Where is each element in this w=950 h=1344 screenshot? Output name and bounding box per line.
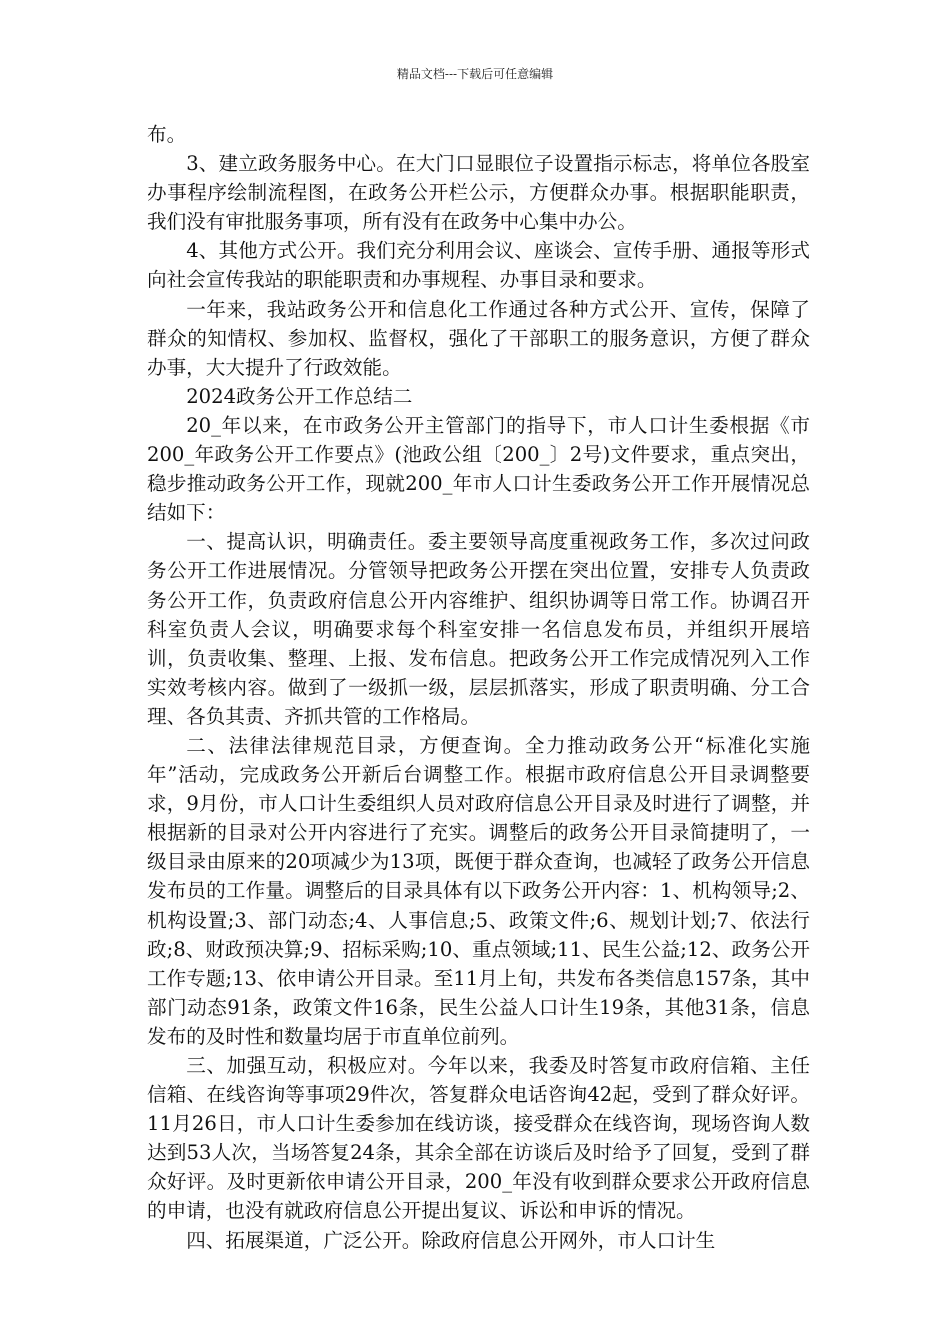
paragraph-continuation: 布。 [147,123,187,146]
paragraph-introduction: 20_年以来，在市政务公开主管部门的指导下，市人口计生委根据《市200_年政务公开工作要点》(池政公组〔200_〕2号)文件要求，重点突出，稳步推动政务公开工作，现就200_年市人口计生委政务公开工作开展情况总结如下： [147,413,810,525]
paragraph-point-one: 一、提高认识，明确责任。委主要领导高度重视政务工作，多次过问政务公开工作进展情况。分管领导把政务公开摆在突出位置，安排专人负责政务公开工作，负责政府信息公开内容维护、组织协调等日常工作。协调召开科室负责人会议，明确要求每个科室安排一名信息发布员，并组织开展培训，负责收集、整理、上报、发布信息。把政务公开工作完成情况列入工作实效考核内容。做到了一级抓一级，层层抓落实，形成了职责明确、分工合理、各负其责、齐抓共管的工作格局。 [147,530,810,728]
paragraph-year-summary: 一年来，我站政务公开和信息化工作通过各种方式公开、宣传，保障了群众的知情权、参加权、监督权，强化了干部职工的服务意识，方便了群众办事，大大提升了行政效能。 [147,297,810,379]
paragraph-other-methods: 4、其他方式公开。我们充分利用会议、座谈会、宣传手册、通报等形式向社会宣传我站的职能职责和办事规程、办事目录和要求。 [147,239,810,292]
section-title: 2024政务公开工作总结二 [186,384,413,408]
paragraph-point-three: 三、加强互动，积极应对。今年以来，我委及时答复市政府信箱、主任信箱、在线咨询等事项29件次，答复群众电话咨询42起，受到了群众好评。11月26日，市人口计生委参加在线访谈，接受群众在线咨询，现场咨询人数达到53人次，当场答复24条，其余全部在访谈后及时给予了回复，受到了群众好评。及时更新依申请公开目录，200_年没有收到群众要求公开政府信息的申请，也没有就政府信息公开提出复议、诉讼和申诉的情况。 [147,1054,810,1223]
paragraph-point-two: 二、法律法律规范目录，方便查询。全力推动政务公开“标准化实施年”活动，完成政务公开新后台调整工作。根据市政府信息公开目录调整要求，9月份，市人口计生委组织人员对政府信息公开目录及时进行了调整，并根据新的目录对公开内容进行了充实。调整后的政务公开目录简捷明了，一级目录由原来的20项减少为13项，既便于群众查询，也减轻了政务公开信息发布员的工作量。调整后的目录具体有以下政务公开内容：1、机构领导;2、机构设置;3、部门动态;4、人事信息;5、政策文件;6、规划计划;7、依法行政;8、财政预决算;9、招标采购;10、重点领域;11、民生公益;12、政务公开工作专题;13、依申请公开目录。至11月上旬，共发布各类信息157条，其中部门动态91条，政策文件16条，民生公益人口计生19条，其他31条，信息发布的及时性和数量均居于市直单位前列。 [147,733,810,1048]
page-header: 精品文档---下载后可任意编辑 [396,67,554,81]
paragraph-service-center: 3、建立政务服务中心。在大门口显眼位子设置指示标志，将单位各股室办事程序绘制流程图，在政务公开栏公示，方便群众办事。根据职能职责，我们没有审批服务事项，所有没有在政务中心集中办公。 [147,152,810,234]
document-body [147,120,810,1255]
paragraph-point-four: 四、拓展渠道，广泛公开。除政府信息公开网外，市人口计生 [186,1228,716,1252]
